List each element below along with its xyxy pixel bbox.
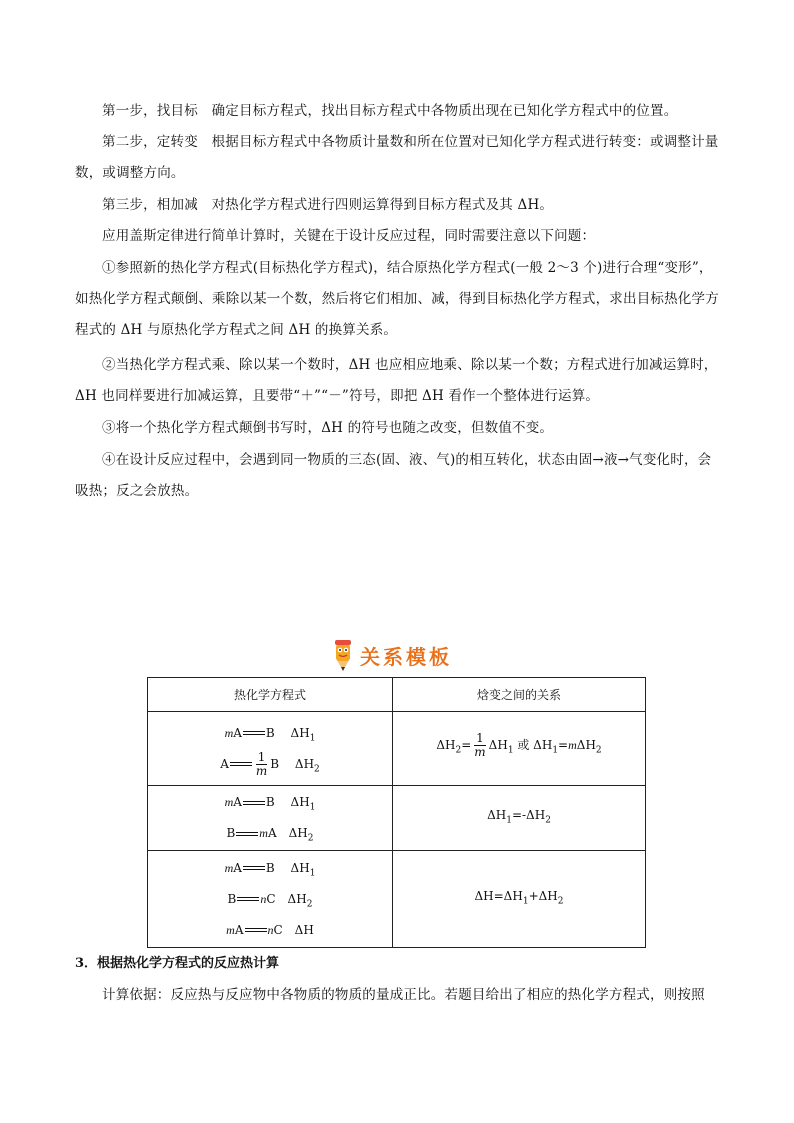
paragraph-note2: ②当热化学方程式乘、除以某一个数时，ΔH 也应相应地乘、除以某一个数；方程式进行加减运算时，ΔH 也同样要进行加减运算，且要带“＋”“－”符号，即把 ΔH 看作一个整体进行运算。 (75, 357, 718, 404)
paragraph-intro: 应用盖斯定律进行简单计算时，关键在于设计反应过程，同时需要注意以下问题： (102, 228, 596, 244)
relation-template-badge (330, 636, 452, 674)
paragraph-note3: ③将一个热化学方程式颠倒书写时，ΔH 的符号也随之改变，但数值不变。 (102, 420, 554, 436)
relation-cell: $\Delta H=\Delta H_1+\Delta H_2$ (393, 851, 646, 948)
relation-cell: $\Delta H_1=-\Delta H_2$ (393, 786, 646, 851)
relation-cell: $\Delta H_2=$ $\frac{1}{m}$ $\Delta H_1$ 或 $\Delta H_1=m\Delta H_2$ (393, 712, 646, 786)
relation-table (147, 677, 646, 948)
equation-cell: mA B $\Delta H_1$ B mA $\Delta H_2$ (148, 786, 393, 851)
equation-cell: mA B $\Delta H_1$ A $\frac{1}{m}$ B $\Delta H_2$ (148, 712, 393, 786)
table-row (148, 851, 646, 948)
table-header-relation: 焓变之间的关系 (393, 678, 646, 712)
section3-heading: 3．根据热化学方程式的反应热计算 (75, 956, 280, 971)
table-header-row (148, 678, 646, 712)
equation-cell: mA B $\Delta H_1$ B nC $\Delta H_2$ mA nC ΔH (148, 851, 393, 948)
badge-title: 关系模板 (360, 644, 452, 669)
paragraph-note1: ①参照新的热化学方程式(目标热化学方程式)，结合原热化学方程式(一般 2～3 个)进行合理“变形”，如热化学方程式颠倒、乘除以某一个数，然后将它们相加、减，得到目标热化学方程式，求出目标热化学方程式的 ΔH 与原热化学方程式之间 ΔH 的换算关系。 (75, 260, 719, 338)
table-row (148, 786, 646, 851)
paragraph-step1: 第一步，找目标 确定目标方程式，找出目标方程式中各物质出现在已知化学方程式中的位置。 (102, 103, 678, 119)
paragraph-step3: 第三步，相加减 对热化学方程式进行四则运算得到目标方程式及其 ΔH。 (102, 197, 554, 213)
table-header-equation: 热化学方程式 (148, 678, 393, 712)
section3-text: 计算依据：反应热与反应物中各物质的物质的量成正比。若题目给出了相应的热化学方程式，则按照 (102, 987, 705, 1003)
paragraph-step2: 第二步，定转变 根据目标方程式中各物质计量数和所在位置对已知化学方程式进行转变：或调整计量数，或调整方向。 (75, 134, 719, 181)
pencil-mascot-icon (330, 638, 356, 672)
table-row (148, 712, 646, 786)
paragraph-note4: ④在设计反应过程中，会遇到同一物质的三态(固、液、气)的相互转化，状态由固→液→气变化时，会吸热；反之会放热。 (75, 452, 712, 499)
